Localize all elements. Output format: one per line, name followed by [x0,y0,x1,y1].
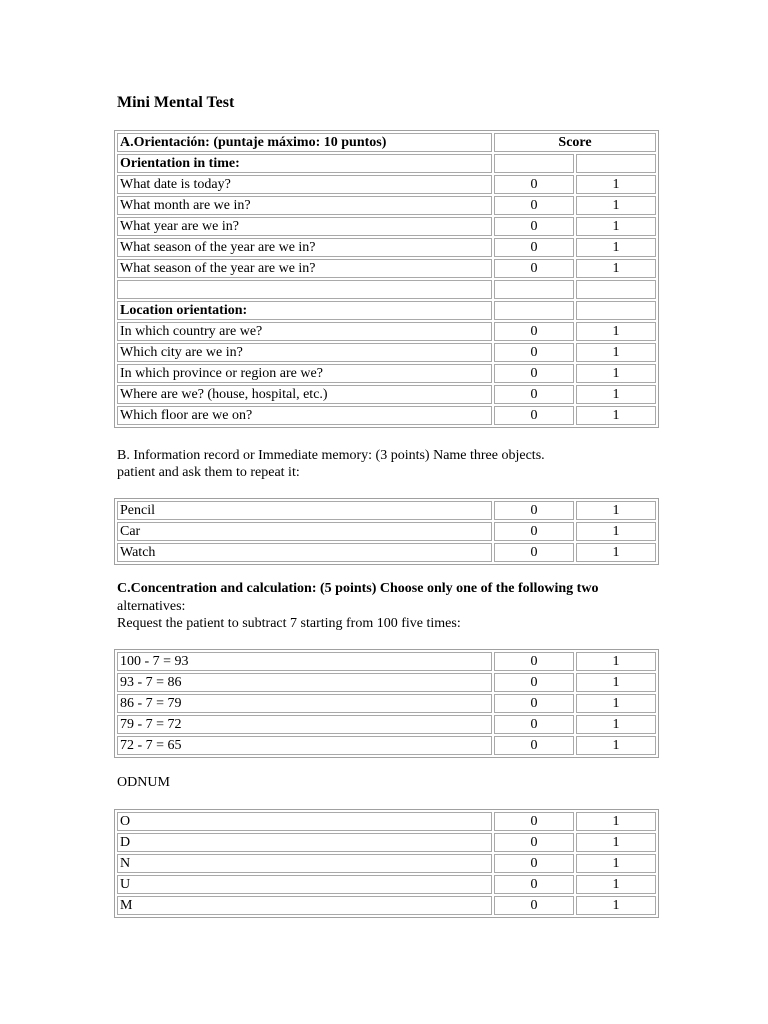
score-1-cell: 1 [576,364,656,383]
table-row [117,896,656,915]
score-0-cell: 0 [494,175,574,194]
table-row [117,259,656,278]
score-0-cell: 0 [494,501,574,520]
question-cell: Which floor are we on? [117,406,492,425]
score-0-cell: 0 [494,694,574,713]
score-0-cell: 0 [494,385,574,404]
question-cell: U [117,875,492,894]
score-1-cell: 1 [576,833,656,852]
score-0-cell: 0 [494,364,574,383]
question-cell: Car [117,522,492,541]
time-heading: Orientation in time: [117,154,492,173]
score-0-cell: 0 [494,238,574,257]
score-1-cell: 1 [576,406,656,425]
score-1-cell: 1 [576,812,656,831]
score-0-cell: 0 [494,854,574,873]
question-cell: M [117,896,492,915]
table-row [117,501,656,520]
score-0-cell: 0 [494,217,574,236]
table-row [117,854,656,873]
score-0-cell: 0 [494,343,574,362]
section-a-header: A.Orientación: (puntaje máximo: 10 puntos) [117,133,492,152]
score-0-cell: 0 [494,715,574,734]
question-cell: D [117,833,492,852]
score-0-cell: 0 [494,406,574,425]
score-0-cell: 0 [494,812,574,831]
question-cell: In which province or region are we? [117,364,492,383]
score-1-cell: 1 [576,343,656,362]
question-cell: 100 - 7 = 93 [117,652,492,671]
score-1-cell: 1 [576,259,656,278]
odnum-table [114,809,659,918]
score-1-cell: 1 [576,196,656,215]
question-cell: 72 - 7 = 65 [117,736,492,755]
table-row [117,522,656,541]
table-row [117,652,656,671]
memory-items [117,501,656,562]
question-cell: 86 - 7 = 79 [117,694,492,713]
blank-row [117,280,656,299]
score-1-cell: 1 [576,543,656,562]
table-row [117,543,656,562]
table-row [117,673,656,692]
score-0-cell: 0 [494,196,574,215]
score-0-cell: 0 [494,736,574,755]
score-1-cell: 1 [576,694,656,713]
score-1-cell: 1 [576,875,656,894]
table-row [117,343,656,362]
score-1-cell: 1 [576,501,656,520]
odnum-items [117,812,656,915]
score-0-cell: 0 [494,652,574,671]
table-row [117,364,656,383]
table-row [117,736,656,755]
score-1-cell: 1 [576,896,656,915]
score-1-cell: 1 [576,322,656,341]
orientation-table [114,130,659,428]
score-0-cell: 0 [494,896,574,915]
score-0-cell: 0 [494,259,574,278]
location-items [117,322,656,425]
question-cell: What date is today? [117,175,492,194]
score-1-cell: 1 [576,385,656,404]
score-1-cell: 1 [576,673,656,692]
section-b-line1: B. Information record or Immediate memory: (3 points) Name three objects. [117,448,545,463]
question-cell: Watch [117,543,492,562]
table-row [117,833,656,852]
score-0-cell: 0 [494,833,574,852]
table-row [117,196,656,215]
score-0-cell: 0 [494,543,574,562]
question-cell: What month are we in? [117,196,492,215]
score-1-cell: 1 [576,854,656,873]
section-c-line3: Request the patient to subtract 7 starting from 100 five times: [117,616,461,631]
section-c-line1: C.Concentration and calculation: (5 points) Choose only one of the following two [117,581,599,596]
question-cell: Where are we? (house, hospital, etc.) [117,385,492,404]
table-row [117,322,656,341]
page-title: Mini Mental Test [117,94,235,111]
table-header-row [117,133,656,152]
score-0-cell: 0 [494,875,574,894]
question-cell: What season of the year are we in? [117,259,492,278]
question-cell: What year are we in? [117,217,492,236]
question-cell: In which country are we? [117,322,492,341]
score-1-cell: 1 [576,175,656,194]
score-1-cell: 1 [576,715,656,734]
table-row [117,175,656,194]
location-heading: Location orientation: [117,301,492,320]
section-b-line2: patient and ask them to repeat it: [117,465,300,480]
table-row [117,385,656,404]
score-1-cell: 1 [576,522,656,541]
question-cell: Which city are we in? [117,343,492,362]
table-row [117,694,656,713]
table-row [117,238,656,257]
calculation-items [117,652,656,755]
section-c-line2: alternatives: [117,599,186,614]
subheading-row [117,301,656,320]
score-1-cell: 1 [576,217,656,236]
subheading-row [117,154,656,173]
time-items [117,175,656,278]
table-row [117,406,656,425]
question-cell: 93 - 7 = 86 [117,673,492,692]
score-1-cell: 1 [576,736,656,755]
calculation-table [114,649,659,758]
memory-table [114,498,659,565]
score-0-cell: 0 [494,322,574,341]
table-row [117,715,656,734]
score-header: Score [494,133,656,152]
score-0-cell: 0 [494,522,574,541]
table-row [117,217,656,236]
table-row [117,875,656,894]
odnum-label: ODNUM [117,775,170,790]
score-1-cell: 1 [576,238,656,257]
question-cell: Pencil [117,501,492,520]
score-0-cell: 0 [494,673,574,692]
question-cell: N [117,854,492,873]
question-cell: What season of the year are we in? [117,238,492,257]
table-row [117,812,656,831]
question-cell: 79 - 7 = 72 [117,715,492,734]
question-cell: O [117,812,492,831]
score-1-cell: 1 [576,652,656,671]
